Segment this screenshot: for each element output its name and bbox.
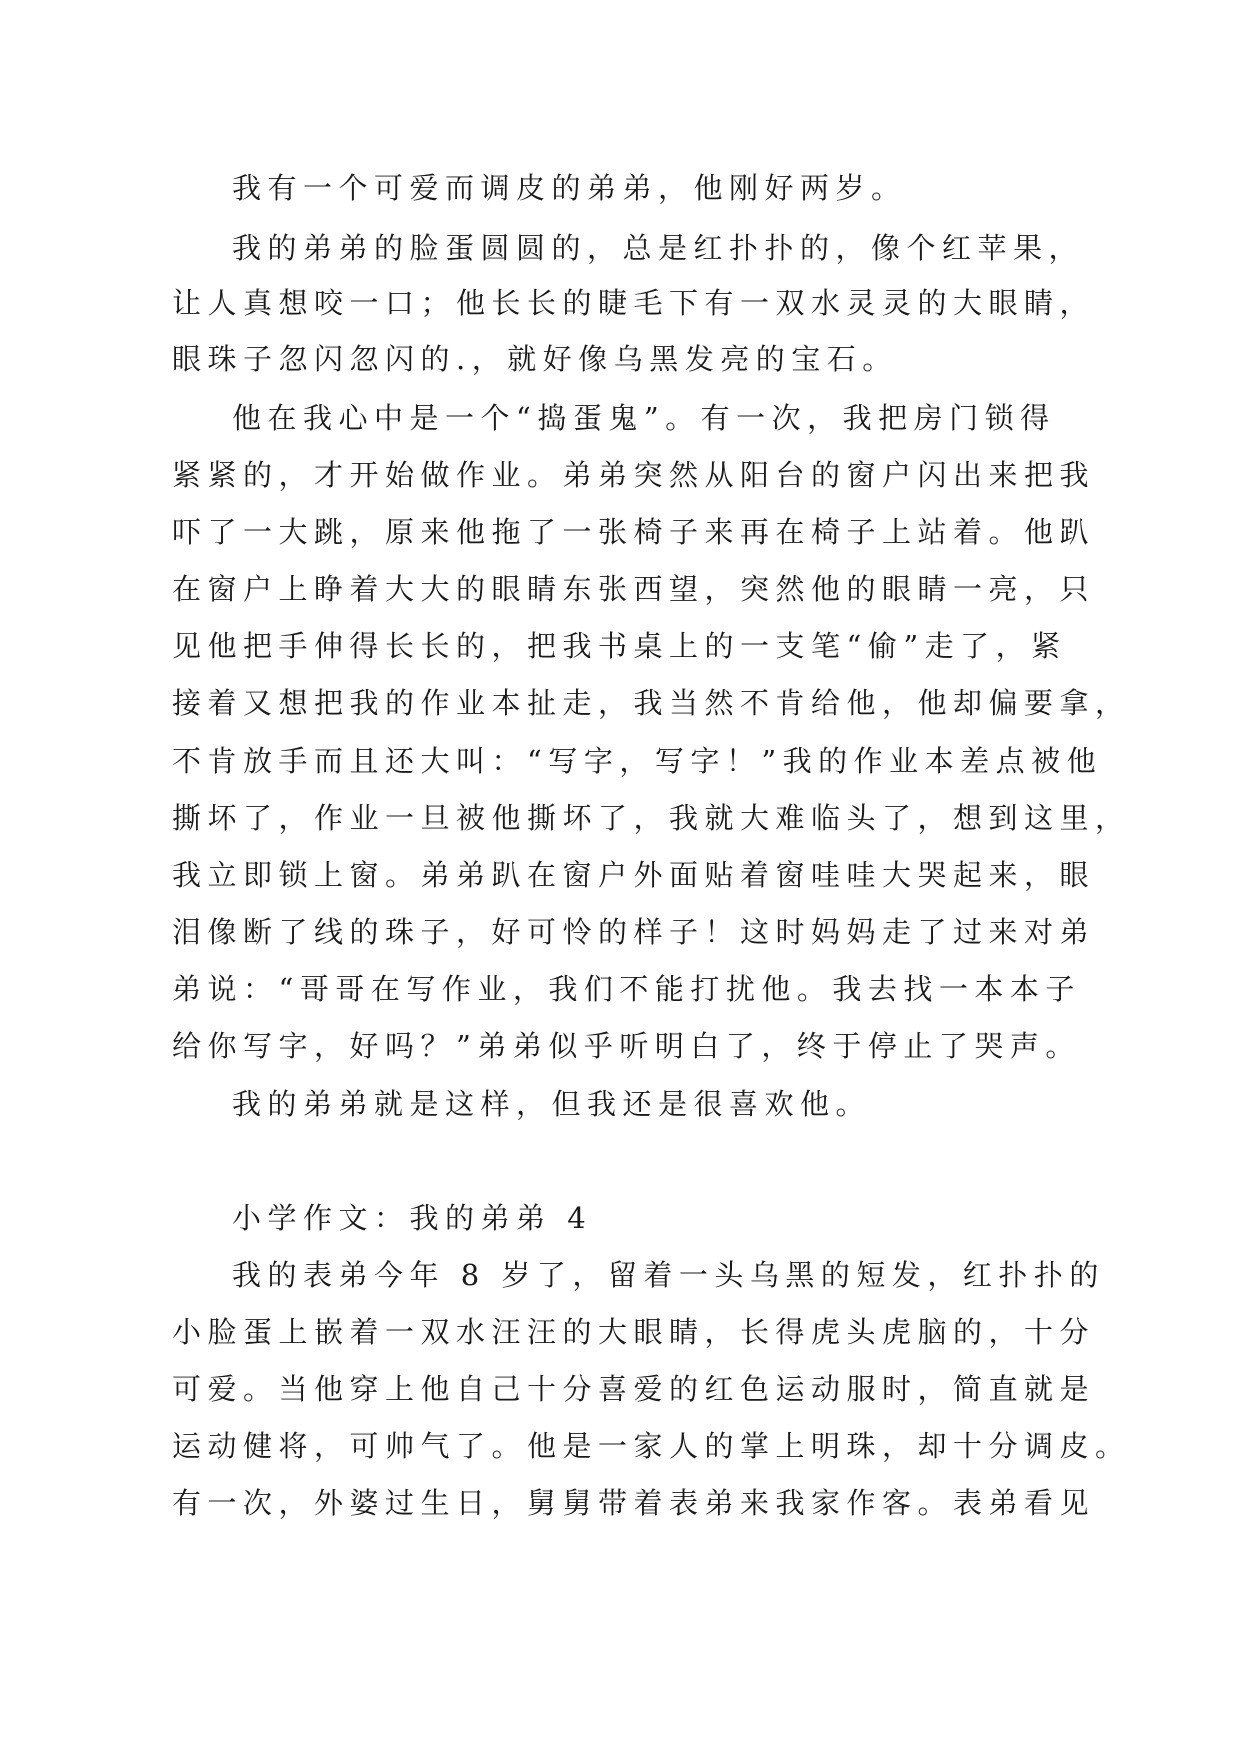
text-line: 可爱。当他穿上他自己十分喜爱的红色运动服时，简直就是 [172,1372,1096,1406]
text-line: 在窗户上睁着大大的眼睛东张西望，突然他的眼睛一亮，只 [172,572,1096,606]
text-line: 撕坏了，作业一旦被他撕坏了，我就大难临头了，想到这里， [172,801,1131,835]
text-line: 运动健将，可帅气了。他是一家人的掌上明珠，却十分调皮。 [172,1429,1131,1463]
text-line: 不肯放手而且还大叫：“写字，写字！”我的作业本差点被他 [172,744,1103,778]
text-line: 我的表弟今年 8 岁了，留着一头乌黑的短发，红扑扑的 [232,1258,1105,1292]
text-line: 我的弟弟的脸蛋圆圆的，总是红扑扑的，像个红苹果， [232,231,1085,265]
section-heading: 小学作文：我的弟弟 4 [232,1201,593,1235]
text-line: 小脸蛋上嵌着一双水汪汪的大眼睛，长得虎头虎脑的，十分 [172,1315,1096,1349]
text-line: 眼珠子忽闪忽闪的.，就好像乌黑发亮的宝石。 [172,342,898,376]
text-line: 给你写字，好吗？”弟弟似乎听明白了，终于停止了哭声。 [172,1029,1081,1063]
text-line: 弟说：“哥哥在写作业，我们不能打扰他。我去找一本本子 [172,972,1081,1006]
text-line: 接着又想把我的作业本扯走，我当然不肯给他，他却偏要拿， [172,686,1131,720]
text-line: 见他把手伸得长长的，把我书桌上的一支笔“偷”走了，紧 [172,629,1067,663]
text-line: 有一次，外婆过生日，舅舅带着表弟来我家作客。表弟看见 [172,1486,1096,1520]
text-line: 他在我心中是一个“捣蛋鬼”。有一次，我把房门锁得 [232,401,1056,435]
text-line: 我立即锁上窗。弟弟趴在窗户外面贴着窗哇哇大哭起来，眼 [172,858,1096,892]
text-line: 让人真想咬一口；他长长的睫毛下有一双水灵灵的大眼睛， [172,286,1096,320]
text-line: 吓了一大跳，原来他拖了一张椅子来再在椅子上站着。他趴 [172,515,1096,549]
text-line: 泪像断了线的珠子，好可怜的样子！这时妈妈走了过来对弟 [172,915,1096,949]
text-line: 紧紧的，才开始做作业。弟弟突然从阳台的窗户闪出来把我 [172,458,1096,492]
text-line: 我有一个可爱而调皮的弟弟，他刚好两岁。 [232,171,907,205]
text-line: 我的弟弟就是这样，但我还是很喜欢他。 [232,1087,872,1121]
